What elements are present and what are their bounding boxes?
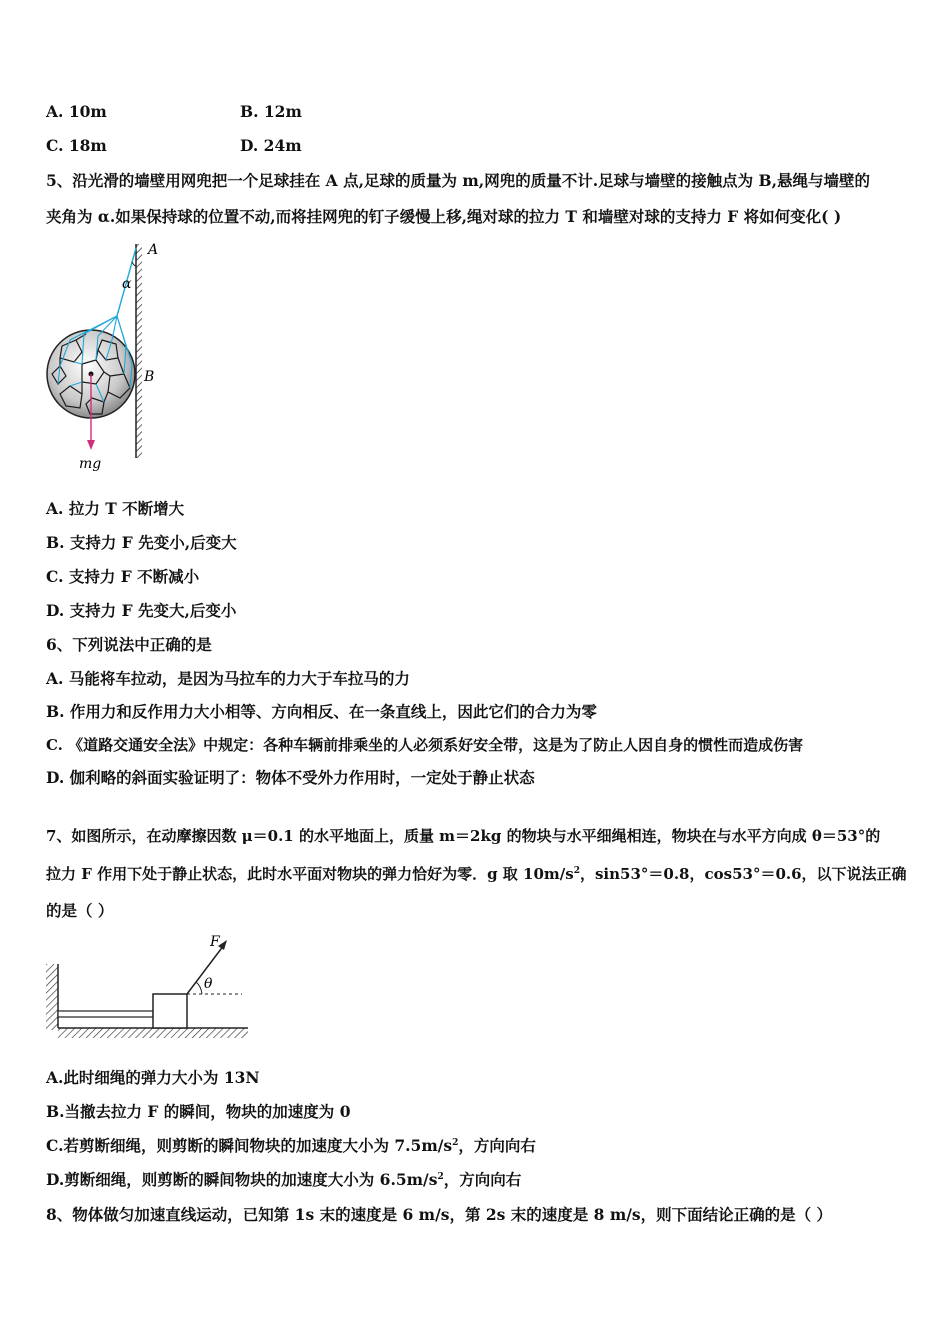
q5-option-d: D. 支持力 F 先变大,后变小 (46, 601, 237, 620)
q7-option-c-text: C.若剪断细绳，则剪断的瞬间物块的加速度大小为 7.5m/s (46, 1136, 453, 1155)
q5-stem-line-1: 5、沿光滑的墙壁用网兜把一个足球挂在 A 点,足球的质量为 m,网兜的质量不计.足球与墙壁的接触点为 B,悬绳与墙壁的 (46, 171, 870, 190)
q7-option-c (46, 1136, 536, 1156)
q7-option-b: B.当撤去拉力 F 的瞬间，物块的加速度为 0 (46, 1102, 351, 1121)
q7-option-d (46, 1170, 521, 1190)
q4-option-a: A. 10m (46, 102, 107, 121)
q6-option-c: C. 《道路交通安全法》中规定：各种车辆前排乘坐的人必须系好安全带，这是为了防止人因自身的惯性而造成伤害 (46, 736, 804, 754)
q5-label-alpha: α (122, 276, 132, 292)
q5-option-c: C. 支持力 F 不断减小 (46, 567, 200, 586)
q5-label-mg: mg (79, 456, 102, 472)
q6-option-a: A. 马能将车拉动，是因为马拉车的力大于车拉马的力 (46, 669, 410, 688)
q5-option-b: B. 支持力 F 先变小,后变大 (46, 533, 237, 552)
q7-option-c-direction: ，方向向右 (458, 1136, 536, 1155)
q4-option-d: D. 24m (240, 136, 302, 155)
q7-stem-line-3: 的是（ ） (46, 901, 114, 920)
q7-label-f: F (210, 934, 220, 950)
q7-stem-line-2-part-b: ，sin53°＝0.8，cos53°＝0.6，以下说法正确 (579, 865, 907, 883)
q5-stem-line-2: 夹角为 α.如果保持球的位置不动,而将挂网兜的钉子缓慢上移,绳对球的拉力 T 和墙壁对球的支持力 F 将如何变化( ) (46, 207, 842, 226)
q7-block-figure (40, 928, 260, 1043)
q7-stem-line-2 (46, 864, 907, 884)
q7-stem-line-2-part-a: 拉力 F 作用下处于静止状态，此时水平面对物块的弹力恰好为零．g 取 10m/s (46, 865, 574, 883)
q7-string (58, 1011, 153, 1017)
q7-block (153, 994, 187, 1028)
q5-label-a: A (148, 242, 159, 258)
q4-option-b: B. 12m (240, 102, 302, 121)
q6-option-b: B. 作用力和反作用力大小相等、方向相反、在一条直线上，因此它们的合力为零 (46, 702, 597, 721)
q8-stem: 8、物体做匀加速直线运动，已知第 1s 末的速度是 6 m/s，第 2s 末的速度是 8 m/s，则下面结论正确的是（ ） (46, 1205, 833, 1224)
q7-option-d-direction: ，方向向右 (443, 1170, 522, 1189)
q7-stem-line-2-superscript: 2 (573, 866, 580, 876)
q7-stem-line-1: 7、如图所示，在动摩擦因数 μ＝0.1 的水平地面上，质量 m＝2kg 的物块与水平细绳相连，物块在与水平方向成 θ＝53°的 (46, 827, 881, 845)
q6-option-d: D. 伽利略的斜面实验证明了：物体不受外力作用时，一定处于静止状态 (46, 768, 535, 787)
q7-option-c-superscript: 2 (452, 1137, 459, 1148)
q5-option-a: A. 拉力 T 不断增大 (46, 499, 185, 518)
q4-option-c: C. 18m (46, 136, 107, 155)
q7-option-d-text: D.剪断细绳，则剪断的瞬间物块的加速度大小为 6.5m/s (46, 1170, 438, 1189)
q7-label-theta: θ (204, 976, 213, 992)
q5-football-figure (40, 236, 180, 476)
q6-stem: 6、下列说法中正确的是 (46, 635, 212, 654)
q7-option-d-superscript: 2 (437, 1171, 444, 1182)
q7-option-a: A.此时细绳的弹力大小为 13N (46, 1068, 260, 1087)
q5-label-b: B (144, 369, 155, 385)
